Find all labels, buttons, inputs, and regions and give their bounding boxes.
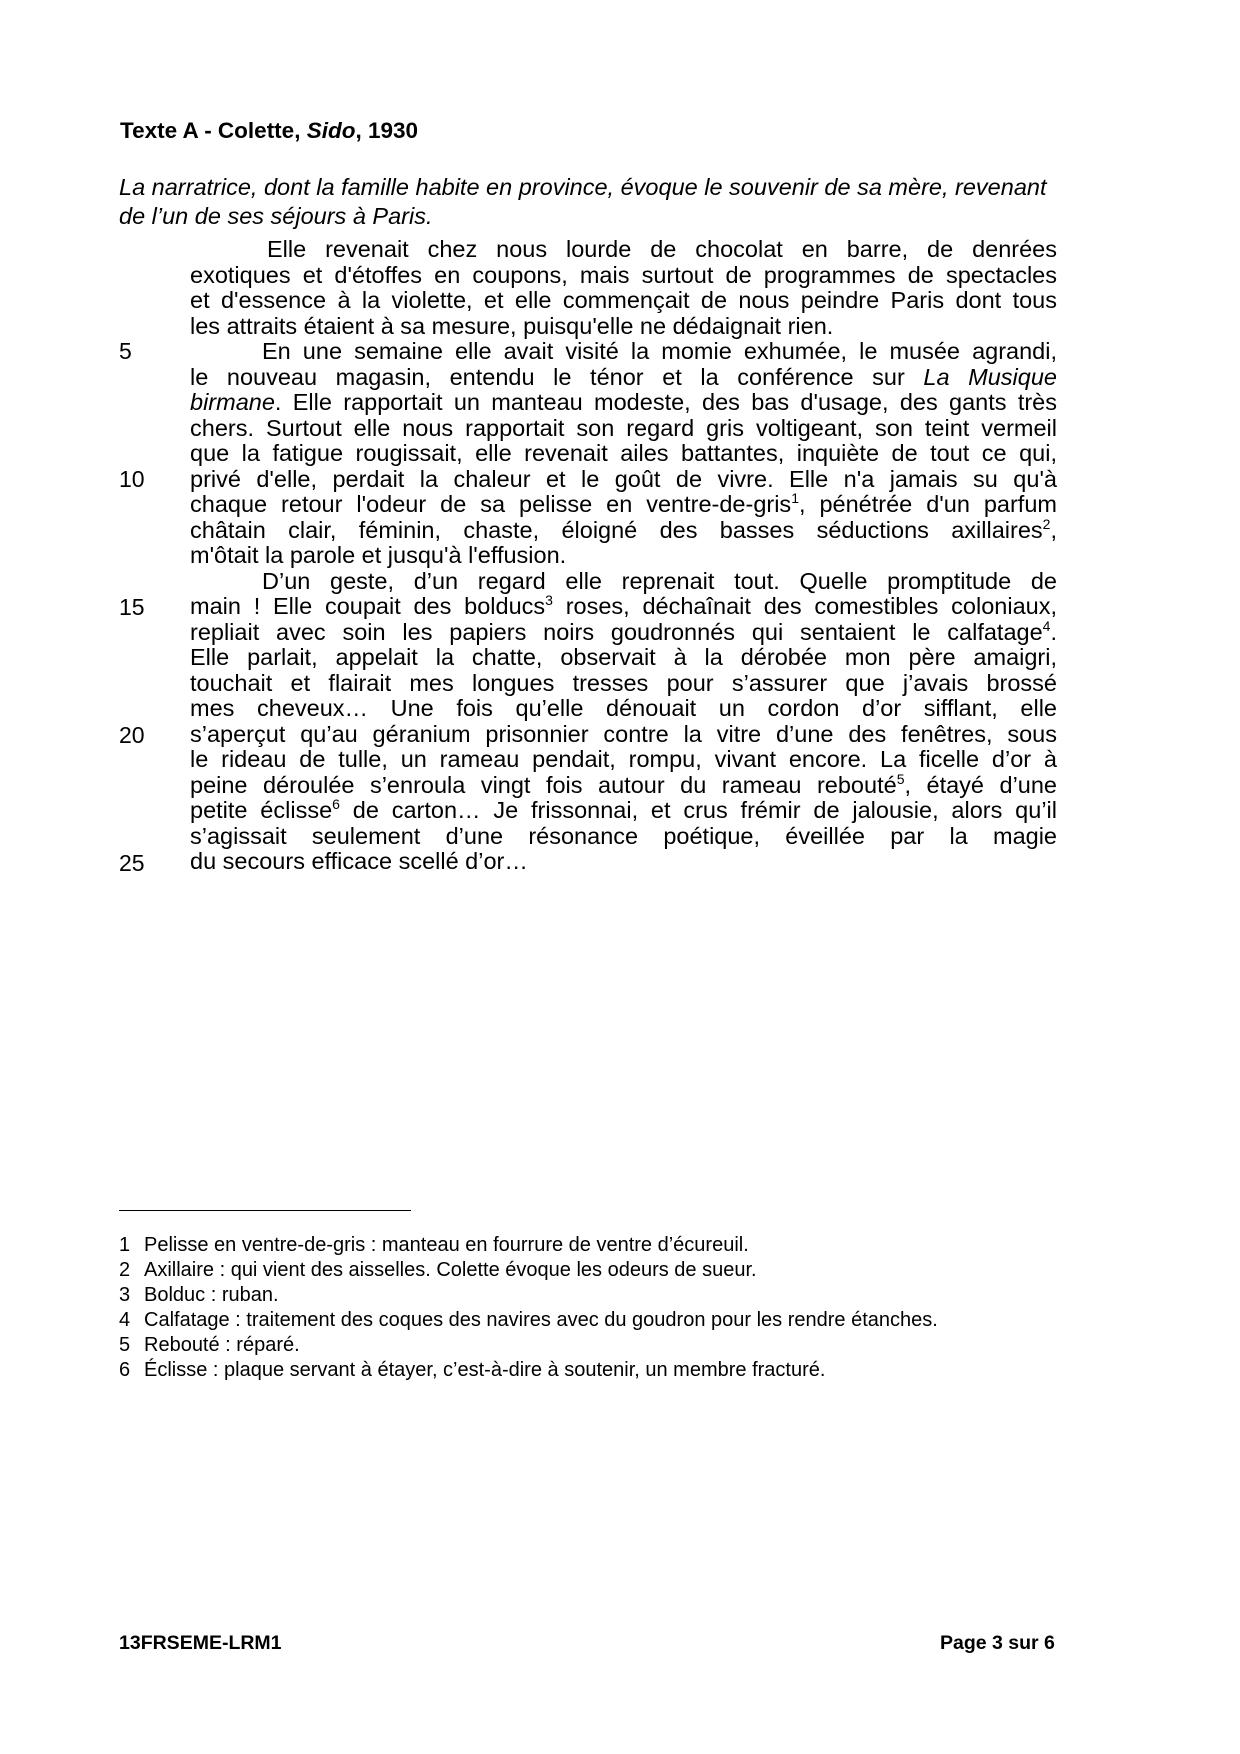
footnote-text: Éclisse : plaque servant à étayer, c’est-à-dire à soutenir, un membre fracturé. [144,1359,826,1381]
text-line: exotiques et d'étoffes en coupons, mais surtout de programmes de spectacles [190,261,1057,288]
line-number: 25 [119,850,145,876]
footnote-number: 1 [119,1234,131,1256]
intro-line: La narratrice, dont la famille habite en province, évoque le souvenir de sa mère, revenant [119,174,1047,200]
footnote-mark: 5 [896,770,905,787]
footnote-text: Bolduc : ruban. [144,1284,279,1306]
footnote-text: Calfatage : traitement des coques des navires avec du goudron pour les rendre étanches. [144,1309,938,1331]
footnote-text: Pelisse en ventre-de-gris : manteau en fourrure de ventre d’écureuil. [144,1234,749,1256]
text-line: Elle revenait chez nous lourde de chocolat en barre, de denrées [267,236,1057,262]
footnote [119,1357,825,1383]
line-number: 20 [119,722,145,748]
footnote [119,1257,757,1283]
text-fragment: repliait avec soin les papiers noirs goudronnés qui sentaient le calfatage [190,618,1043,645]
footnote [119,1232,749,1258]
document-code: 13FRSEME-LRM1 [119,1632,282,1654]
text-line: touchait et flairait mes longues tresses pour s’assurer que j’avais brossé [190,669,1057,696]
text-line: et d'essence à la violette, et elle commençait de nous peindre Paris dont tous [190,287,1057,313]
footnote-text: Axillaire : qui vient des aisselles. Colette évoque les odeurs de sueur. [144,1259,757,1281]
footnote-number: 6 [119,1359,131,1381]
footnote-text: Rebouté : réparé. [144,1334,300,1356]
page-number: Page 3 sur 6 [940,1632,1055,1654]
footnote-number: 5 [119,1334,131,1356]
text-line: mes cheveux… Une fois qu’elle dénouait un cordon d’or sifflant, elle [190,695,1057,721]
text-fragment: châtain clair, féminin, chaste, éloigné des basses séductions axillaires [190,516,1043,543]
footnote [119,1282,279,1308]
text-line: En une semaine elle avait visité la momie exhumée, le musée agrandi, [262,338,1057,364]
footnote-separator [119,1210,411,1211]
text-fragment: , pénétrée d'un parfum [798,491,1057,517]
text-line: du secours efficace scellé d’or… [190,848,528,874]
line-number: 10 [119,466,145,492]
text-fragment: peine déroulée s’enroula vingt fois autour du rameau rebouté [190,771,897,798]
footnote-mark: 1 [791,490,799,506]
footnote [119,1307,938,1333]
document-title [120,118,418,144]
text-line: les attraits étaient à sa mesure, puisqu'elle ne dédaignait rien. [190,312,834,339]
title-work: Sido [306,118,356,143]
text-line: que la fatigue rougissait, elle revenait ailes battantes, inquiète de tout ce qui, [190,440,1057,466]
footnote-number: 2 [119,1259,131,1281]
footnote-mark: 4 [1042,617,1051,634]
footnote-number: 4 [119,1309,131,1331]
intro-paragraph [119,173,1129,230]
text-line: s’agissait seulement d’une résonance poétique, éveillée par la magie [190,822,1057,849]
text-fragment: chaque retour l'odeur de sa pelisse en ventre-de-gris [190,491,792,517]
text-fragment: . [1050,618,1057,645]
text-fragment: le nouveau magasin, entendu le ténor et la conférence sur [190,363,924,390]
intro-line: de l’un de ses séjours à Paris. [119,202,433,229]
text-fragment: . Elle rapportait un manteau modeste, des bas d'usage, des gants très [274,389,1057,415]
work-title-italic: birmane [190,389,275,415]
text-line: chers. Surtout elle nous rapportait son regard gris voltigeant, son teint vermeil [190,414,1057,441]
footnote [119,1332,300,1358]
text-fragment: roses, déchaînait des comestibles coloniaux, [552,593,1058,619]
text-fragment: main ! Elle coupait des bolducs [190,593,546,619]
text-fragment: de carton… Je frissonnai, et crus frémir de jalousie, alors qu’il [339,797,1057,823]
text-fragment: , [1050,516,1057,543]
work-title-italic: La Musique [923,363,1057,390]
footnote-mark: 6 [332,796,340,812]
text-fragment: , étayé d’une [904,771,1057,798]
footnote-mark: 3 [545,592,553,608]
text-line: le rideau de tulle, un rameau pendait, rompu, vivant encore. La ficelle d’or à [190,746,1057,772]
footnote-number: 3 [119,1284,131,1306]
footnote-mark: 2 [1042,515,1051,532]
text-line: D’un geste, d’un regard elle reprenait tout. Quelle promptitude de [262,567,1057,594]
text-line: s’aperçut qu’au géranium prisonnier contre la vitre d’une des fenêtres, sous [190,720,1057,747]
text-line: Elle parlait, appelait la chatte, observait à la dérobée mon père amaigri, [190,644,1057,670]
title-prefix: Texte A - Colette, [120,118,307,143]
line-number: 15 [119,594,145,620]
text-fragment: petite éclisse [190,797,333,823]
title-suffix: , 1930 [355,118,419,143]
line-number: 5 [119,338,132,364]
text-line: m'ôtait la parole et jusqu'à l'effusion. [190,542,567,568]
text-line: privé d'elle, perdait la chaleur et le goût de vivre. Elle n'a jamais su qu'à [190,465,1057,492]
